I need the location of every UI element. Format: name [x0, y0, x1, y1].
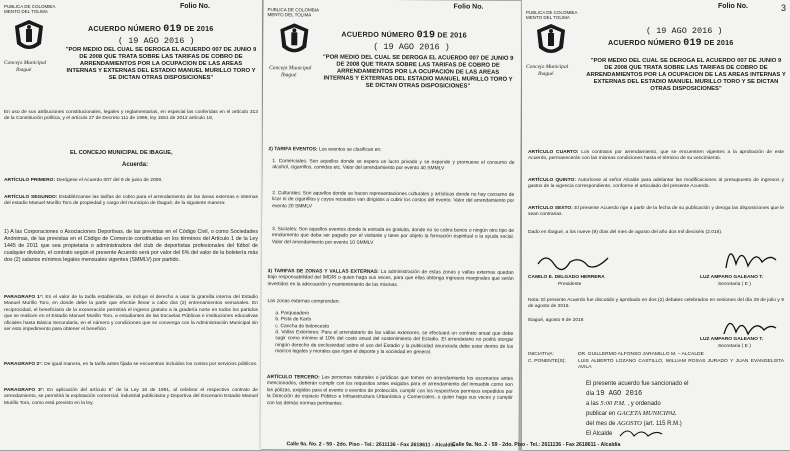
secretary-role: Secretaria ( E ) — [718, 282, 751, 287]
president-signature-icon — [536, 248, 616, 274]
secretary-signature-2-icon — [720, 312, 780, 340]
dado-en: Dado en Ibagué, a los nueve (9) días del mes de agosto del año dos mil dieciséis (2.016). — [528, 230, 723, 235]
approval-note: Nota: El presente Acuerdo fue discutido y aprobado en dos (2) debates celebrados en sesiones del día 29 de julio y 9 de agosto de 2016. — [528, 298, 784, 310]
secretary-signature-icon — [722, 240, 780, 274]
acuerdo-number: 019 — [683, 38, 702, 49]
document-page-2 — [260, 0, 521, 451]
department-line: MENTO DEL TOLIMA — [267, 12, 312, 18]
acuerdo-number: 019 — [163, 24, 182, 35]
alcalde-label: El Alcalde — [586, 431, 613, 437]
city-motto: Ibagué — [538, 71, 554, 77]
iniciativa-value: DR. GUILLERMO ALFONSO JARAMILLO M. – ALCALDE — [578, 352, 704, 357]
vallas-exteriores: d. Vallas Exteriores: Para el arrendatario de las vallas exteriores, se efectuará un contrato anual que debe sugir como mínimo el 10% del costo anual del sostenimiento del Estadio. El arrendatario no podrá otorgar ningún derecho de exclusividad sobre el uso del Estadio y la publicidad anunciada debe estar dentro de los marcos legales y morales que rigen el deporte y la sociedad en general. — [275, 330, 514, 356]
secretary-2-name: LUZ AMPARO GALEANO T. — [700, 337, 764, 342]
page-footer: Calle 9a. No. 2 - 59 - 2do. Piso - Tel.: 2611136 - Fax 2618611 - Alcaldía — [452, 442, 621, 448]
secretary-2-role: Secretaria ( E ) — [718, 344, 751, 349]
date-stamp: ( 19 AGO 2016 ) — [373, 41, 450, 53]
acuerdo-number: 019 — [416, 30, 436, 42]
list-item: c. Cancha de baloncesto — [275, 324, 330, 330]
date-stamp: ( 19 AGO 2016 ) — [646, 26, 723, 36]
acuerdo-heading: ACUERDO NÚMERO 019 DE 2016 — [341, 29, 467, 42]
folio-label: Folio No. — [718, 3, 748, 10]
event-social: 3. Sociales: Son aquellos eventos donde la entrada es gratuita, donde no se cobra bonos o ningún otro tipo de emolumento que deba ser pagado por el visitante y tiene por objeto la formación espiritual o la ayuda social. Valor del arrendamiento por evento 10 SMMLV — [271, 227, 514, 246]
city-motto: Ibagué — [281, 72, 297, 79]
paragraph-3: PARAGRAFO 3°: En aplicación del artículo 6° de la Ley 16 de 1991, al celebrar el respectivo contrato de arrendamiento, se permitirá la explotación comercial, industrial publicitaria y Deportiva del Escenario Estadio Manuel Murillo Toro, como está previsto en la ley. — [4, 388, 258, 406]
zonas-intro: Las zonas externas comprenden: — [267, 299, 340, 305]
ponente-label: C. PONENTE(S): — [528, 359, 566, 364]
acuerda-heading: Acuerda: — [122, 162, 149, 168]
sanction-month-row: del mes de AGOSTO (art. 115 R.M.) — [586, 420, 682, 427]
ibague-date: Ibagué, agosto 9 de 2016 — [528, 318, 584, 323]
sanction-date-stamp: 19 AGO 2016 — [596, 390, 643, 398]
list-item: a. Parqueadero — [275, 311, 310, 317]
article-2: ARTÍCULO SEGUNDO: Establézcanse las tarifas de cobro para el arrendamiento de las áreas externas e internas del estadio Manuel Murillo Toro de propiedad y cargo del municipio de Ibagué, de la siguiente manera: — [4, 195, 259, 207]
article-6: ARTÍCULO SEXTO: El presente Acuerdo rige a partir de la fecha de su publicación y deroga las disposiciones que le sean contrarias. — [528, 206, 784, 218]
president-role: Presidente — [558, 282, 582, 287]
acuerdo-heading: ACUERDO NÚMERO 019 DE 2016 — [88, 24, 214, 35]
republic-line: PUBLICA DE COLOMBIA — [267, 7, 320, 13]
tolima-crest-icon — [12, 18, 46, 56]
council-motto: Concejo Municipal — [526, 64, 569, 70]
page-footer: Calle 9a. No. 2 - 59 - 2do. Piso - Tel.: 2611136 - Fax 2618611 - Alcaldía — [286, 441, 455, 449]
secretary-name: LUZ AMPARO GALEANO T. — [700, 275, 764, 280]
article-5: ARTÍCULO QUINTO: Autorícese al señor Alcalde para adelantar las modificaciones al presupuesto de ingresos y gastos de la vigencia correspondiente, conforme el articulado del presente Acuerdo. — [528, 178, 784, 190]
sanction-hour-row: a las 5:00 P.M. , y ordenado — [586, 400, 661, 407]
department-line: MENTO DEL TOLIMA — [4, 9, 48, 14]
paragraph-1: PARAGRAFO 1°: En el valor de la tarifa establecida, se incluye el derecho a usar la gramilla interna del Estadio Manuel Murillo Toro, en donde debe la parte que efectúe llevar a cabo dos (2) entrenamientos semanales. En reciprocidad, el beneficiario de la exoneración permitirá el ingreso gratuito a la gradería norte en todos los partidos que se realicen en el Estadio Manuel Murillo Toro, a estudiantes de las Escuelas Públicas e instituciones educativas oficiales hasta Básica Secundaria, en el número y condiciones que se convenga con la Administración Municipal sin ser esto impedimento para obtener el beneficio — [4, 295, 258, 333]
folio-label: Folio No. — [180, 3, 210, 10]
republic-line: PUBLICA DE COLOMBIA — [526, 10, 578, 15]
document-page-3 — [452, 0, 790, 450]
paragraph-2: PARAGRAFO 2°: De igual manera, en la tarifa antes fijada se encuentran incluidos los costos por servicios públicos. — [4, 362, 258, 367]
sanction-date-row: día 19 AGO 2016 — [586, 390, 643, 398]
sanction-line: El presente acuerdo fue sancionado el — [586, 381, 689, 387]
article-4: ARTÍCULO CUARTO: Los contratos por arrendamiento, que se encuentren vigentes a la aprobación de este Acuerdo, permanecerán con las mismas condiciones hasta el término de su vencimiento. — [528, 150, 784, 162]
iniciativa-label: INICIATIVA: — [528, 352, 554, 357]
tolima-crest-icon — [277, 21, 311, 59]
sanction-hour: 5:00 P.M. — [600, 400, 626, 407]
president-name: CAMILO E. DELGADO HERRERA — [528, 275, 605, 280]
acuerdo-title: "POR MEDIO DEL CUAL SE DEROGA EL ACUERDO 007 DE JUNIO 9 DE 2008 QUE TRATA SOBRE LAS TARIFAS DE COBRO DE ARRENDAMIENTOS POR LA OCUPACION DE LAS AREAS INTERNAS Y EXTERNAS DEL ESTADIO MANUEL MURILLO TORO Y SE DICTAN OTRAS DISPOSICIONES" — [65, 47, 257, 81]
acuerdo-title: "POR MEDIO DEL CUAL SE DEROGA EL ACUERDO 007 DE JUNIO 9 DE 2008 QUE TRATA SOBRE LAS TARIFAS DE COBRO DE ARRENDAMIENTOS POR LA OCUPACION DE LAS AREAS INTERNAS Y EXTERNAS DEL ESTADIO MANUEL MURILLO TORO Y SE DICTAN OTRAS DISPOSICIONES" — [322, 54, 514, 90]
sanction-month: AGOSTO — [617, 420, 642, 427]
tarifa-zonas: 3) TARIFAS DE ZONAS Y VALLAS EXTERNAS: La administración de estas zonas y vallas externas quedan bajo responsabilidad del IMDRI o quien haga sus veces, para que ellas obtenga ingresos marginales que serán invertidos en la adecuación y mantenimiento de las mismas. — [267, 269, 514, 288]
council-heading: EL CONCEJO MUNICIPAL DE IBAGUE, — [70, 150, 173, 156]
item-1: 1) A las Corporaciones o Asociaciones Deportivas, de las previstas en el Código Civil, o como Sociedades Anónimas, de las previstas en el Código de Comercio constituidas en los términos del Artículo 1 de la Ley 1445 de 2011 que sea propietaria o administradora del club de deportistas profesionales del fútbol de cualquier división, el contrato según el presente Acuerdo será por valor del 6% del valor de la boletería más dos (2) salarios mínimos legales mensuales vigentes (SMMLV) por partido. — [4, 229, 258, 263]
page-number: 3 — [780, 3, 786, 13]
date-stamp: ( 19 AGO 2016 ) — [118, 36, 195, 46]
folio-label: Folio No. — [453, 3, 484, 11]
acuerdo-title: "POR MEDIO DEL CUAL SE DEROGA EL ACUERDO 007 DE JUNIO 9 DE 2008 QUE TRATA SOBRE LAS TARIFAS DE COBRO DE ARRENDAMIENTOS POR LA OCUPACION DE LAS AREAS INTERNAS Y EXTERNAS DEL ESTADIO MANUEL MURILLO TORO Y SE DICTAN OTRAS DISPOSICIONES" — [586, 58, 786, 92]
event-commercial: 1. Comerciales: Son aquellos donde se espera un lucro privado y se expende y promueve el consumo de alcohol, cigarrillos, comidas etc. Valor del arrendamiento por evento 40 SMMLV — [272, 159, 515, 172]
article-1: ARTÍCULO PRIMERO: Derógese el Acuerdo 007 del 9 de junio de 2008. — [4, 178, 163, 183]
acuerdo-heading: ACUERDO NÚMERO 019 DE 2016 — [608, 38, 734, 49]
intro-paragraph: En uso de sus atribuciones constitucionales, legales y reglamentarias, en especial las conferidas en el artículo 313 de la Constitución política, y el artículo 27 de Decreto 111 de 1996, ley 1551 de 2012 artículo 18, — [4, 110, 258, 122]
sanction-gaceta-row: publicar en GACETA MUNICIPAL — [586, 410, 677, 417]
list-item: b. Pista de Karts — [275, 317, 312, 323]
document-page-1 — [0, 0, 262, 450]
council-motto: Concejo Municipal — [269, 65, 312, 72]
sanction-gaceta: GACETA MUNICIPAL — [617, 410, 677, 417]
department-line: MENTO DEL TOLIMA — [526, 15, 570, 20]
zonas-list — [275, 311, 513, 332]
republic-line: PUBLICA DE COLOMBIA — [4, 4, 56, 9]
article-3: ARTÍCULO TERCERO: Las personas naturales o jurídicas que tomen en arrendamiento los escenarios antes mencionados, deberán cumplir con los requisitos antes exigidos para el arrendamiento del inmueble como son las pólizas, exigidas para el evento o eventos de protección, cumplir con los respectivos permisos expedidos por la Dirección de espacio Público e Infraestructura Urbanística y Comerciales, o quien haga sus veces y cumplir con las demás normas pertinentes. — [266, 375, 513, 407]
event-cultural: 2. Culturales: Son aquellos donde se hacen representaciones culturales y artísticas donde no hay consumo de licor ni de cigarrillos y cuyos recaudos van dirigidos a cubrir los costos del evento. Valor del arrendamiento por evento 20 SMMLV — [272, 191, 515, 210]
ponente-value: LUIS ALBERTO LOZANO CASTILLO, WILLIAM ROSAS JURADO Y JUAN EVANGELISTA AVILA — [578, 359, 784, 371]
city-motto: Ibagué — [16, 67, 32, 73]
council-motto: Concejo Municipal — [4, 60, 47, 66]
tarifa-eventos: 2) TARIFA EVENTOS: Los eventos se clasifican en: — [268, 147, 382, 153]
tolima-crest-icon — [534, 22, 568, 60]
alcalde-signature-icon — [618, 426, 664, 440]
